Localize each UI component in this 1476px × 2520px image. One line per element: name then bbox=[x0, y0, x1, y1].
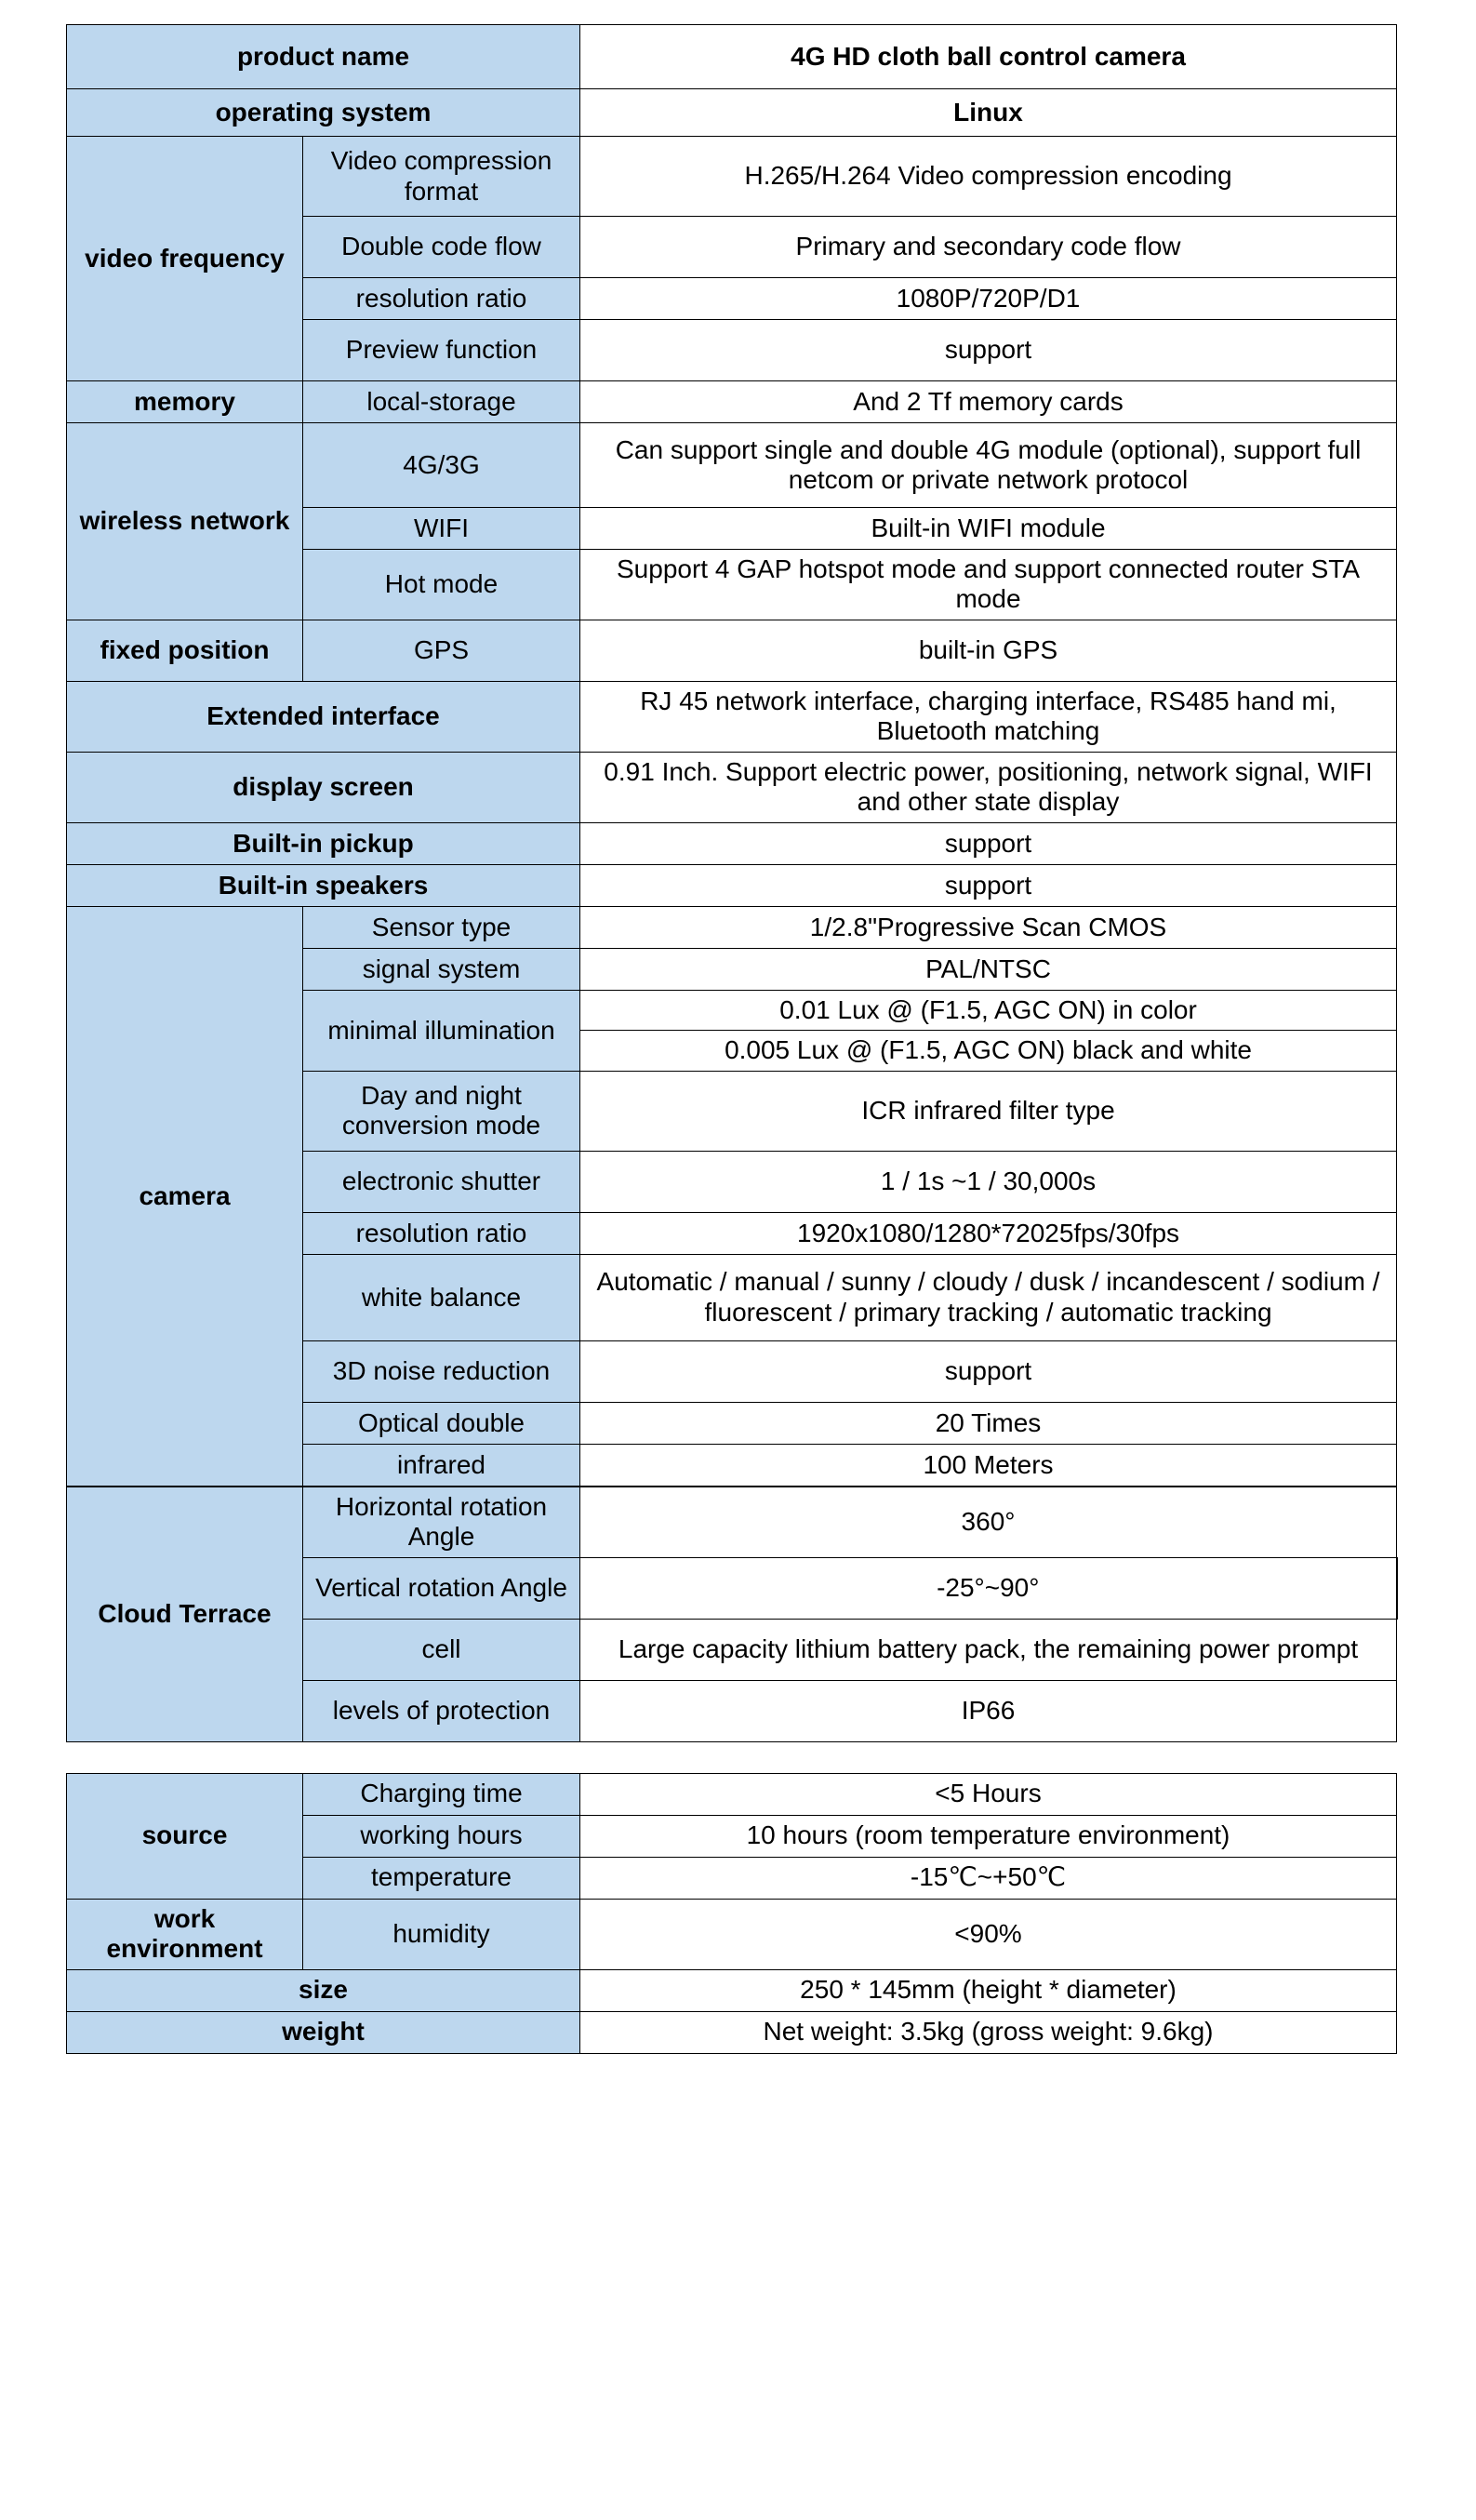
spec-value: 250 * 145mm (height * diameter) bbox=[580, 1969, 1397, 2011]
table-row bbox=[67, 752, 1397, 822]
spec-category-label: product name bbox=[67, 25, 580, 89]
spec-value: Automatic / manual / sunny / cloudy / dusk / incandescent / sodium / fluorescent / primary tracking / automatic tracking bbox=[580, 1254, 1397, 1340]
table-row bbox=[67, 1487, 1397, 1557]
table-row bbox=[67, 89, 1397, 137]
product-title-value: 4G HD cloth ball control camera bbox=[580, 25, 1397, 89]
spec-subcategory-label: infrared bbox=[303, 1444, 580, 1487]
spec-category-label: fixed position bbox=[67, 620, 303, 681]
spec-value: Primary and secondary code flow bbox=[580, 217, 1397, 278]
spec-value: -15℃~+50℃ bbox=[580, 1857, 1397, 1899]
spec-value: 0.91 Inch. Support electric power, positioning, network signal, WIFI and other state display bbox=[580, 752, 1397, 822]
spec-value: <90% bbox=[580, 1899, 1397, 1969]
spec-value: 360° bbox=[580, 1487, 1397, 1557]
spec-value: 1920x1080/1280*72025fps/30fps bbox=[580, 1212, 1397, 1254]
spec-subcategory-label: local-storage bbox=[303, 381, 580, 423]
spec-subcategory-label: Vertical rotation Angle bbox=[303, 1557, 580, 1619]
spec-value: ICR infrared filter type bbox=[580, 1071, 1397, 1151]
spec-value: -25°~90° bbox=[580, 1557, 1397, 1619]
spec-subcategory-label: Preview function bbox=[303, 320, 580, 381]
table-row bbox=[67, 620, 1397, 681]
table-row bbox=[67, 381, 1397, 423]
spec-subcategory-label: Charging time bbox=[303, 1773, 580, 1815]
spec-value: IP66 bbox=[580, 1680, 1397, 1741]
spec-subcategory-label: WIFI bbox=[303, 508, 580, 550]
spec-value: support bbox=[580, 864, 1397, 906]
spec-category-label: video frequency bbox=[67, 137, 303, 381]
spec-subcategory-label: Horizontal rotation Angle bbox=[303, 1487, 580, 1557]
spec-category-label: memory bbox=[67, 381, 303, 423]
spec-subcategory-label: 3D noise reduction bbox=[303, 1340, 580, 1402]
spec-subcategory-label: Double code flow bbox=[303, 217, 580, 278]
spec-value: <5 Hours bbox=[580, 1773, 1397, 1815]
spec-category-label: operating system bbox=[67, 89, 580, 137]
spec-category-label: source bbox=[67, 1773, 303, 1899]
table-row bbox=[67, 2011, 1397, 2053]
spec-subcategory-label: Video compression format bbox=[303, 137, 580, 217]
spec-subcategory-label: Hot mode bbox=[303, 550, 580, 620]
spec-subcategory-label: Day and night conversion mode bbox=[303, 1071, 580, 1151]
spec-subcategory-label: resolution ratio bbox=[303, 278, 580, 320]
spec-subcategory-label: cell bbox=[303, 1619, 580, 1680]
spec-subcategory-label: minimal illumination bbox=[303, 990, 580, 1071]
spec-subcategory-label: resolution ratio bbox=[303, 1212, 580, 1254]
spec-category-label: size bbox=[67, 1969, 580, 2011]
spec-value: Large capacity lithium battery pack, the remaining power prompt bbox=[580, 1619, 1397, 1680]
spec-value: RJ 45 network interface, charging interface, RS485 hand mi, Bluetooth matching bbox=[580, 681, 1397, 752]
spec-value: 0.01 Lux @ (F1.5, AGC ON) in color bbox=[580, 990, 1397, 1030]
spec-value: H.265/H.264 Video compression encoding bbox=[580, 137, 1397, 217]
spec-value: 100 Meters bbox=[580, 1444, 1397, 1487]
spec-value: 20 Times bbox=[580, 1402, 1397, 1444]
spec-value: 0.005 Lux @ (F1.5, AGC ON) black and white bbox=[580, 1031, 1397, 1071]
spec-category-label: Cloud Terrace bbox=[67, 1487, 303, 1741]
spec-subcategory-label: electronic shutter bbox=[303, 1151, 580, 1212]
table-row bbox=[67, 864, 1397, 906]
table-row bbox=[67, 906, 1397, 948]
spec-category-label: camera bbox=[67, 906, 303, 1486]
spec-subcategory-label: white balance bbox=[303, 1254, 580, 1340]
table-row bbox=[67, 1773, 1397, 1815]
spec-value: 10 hours (room temperature environment) bbox=[580, 1815, 1397, 1857]
main-specification-table bbox=[66, 24, 1398, 1742]
spec-value: support bbox=[580, 320, 1397, 381]
spec-value: 1 / 1s ~1 / 30,000s bbox=[580, 1151, 1397, 1212]
spec-value: Net weight: 3.5kg (gross weight: 9.6kg) bbox=[580, 2011, 1397, 2053]
spec-subcategory-label: signal system bbox=[303, 948, 580, 990]
table-row bbox=[67, 1969, 1397, 2011]
spec-subcategory-label: GPS bbox=[303, 620, 580, 681]
table-row bbox=[67, 822, 1397, 864]
spec-value: support bbox=[580, 1340, 1397, 1402]
spec-subcategory-label: temperature bbox=[303, 1857, 580, 1899]
spec-subcategory-label: working hours bbox=[303, 1815, 580, 1857]
spec-value: Built-in WIFI module bbox=[580, 508, 1397, 550]
spec-subcategory-label: Sensor type bbox=[303, 906, 580, 948]
secondary-specification-table bbox=[66, 1773, 1397, 2054]
table-row bbox=[67, 423, 1397, 508]
spec-value: And 2 Tf memory cards bbox=[580, 381, 1397, 423]
spec-category-label: wireless network bbox=[67, 423, 303, 620]
spec-value: 1/2.8"Progressive Scan CMOS bbox=[580, 906, 1397, 948]
spec-category-label: display screen bbox=[67, 752, 580, 822]
table-row bbox=[67, 25, 1397, 89]
spec-value: built-in GPS bbox=[580, 620, 1397, 681]
table-row bbox=[67, 681, 1397, 752]
spec-category-label: work environment bbox=[67, 1899, 303, 1969]
table-row bbox=[67, 137, 1397, 217]
spec-subcategory-label: humidity bbox=[303, 1899, 580, 1969]
spec-value: Can support single and double 4G module (optional), support full netcom or private network protocol bbox=[580, 423, 1397, 508]
spec-category-label: Extended interface bbox=[67, 681, 580, 752]
spec-value: Linux bbox=[580, 89, 1397, 137]
spec-subcategory-label: levels of protection bbox=[303, 1680, 580, 1741]
spec-category-label: weight bbox=[67, 2011, 580, 2053]
spec-category-label: Built-in pickup bbox=[67, 822, 580, 864]
spec-value: Support 4 GAP hotspot mode and support connected router STA mode bbox=[580, 550, 1397, 620]
spec-subcategory-label: Optical double bbox=[303, 1402, 580, 1444]
spec-subcategory-label: 4G/3G bbox=[303, 423, 580, 508]
spec-value: support bbox=[580, 822, 1397, 864]
spec-value: PAL/NTSC bbox=[580, 948, 1397, 990]
table-row bbox=[67, 1899, 1397, 1969]
spec-value: 1080P/720P/D1 bbox=[580, 278, 1397, 320]
spec-category-label: Built-in speakers bbox=[67, 864, 580, 906]
